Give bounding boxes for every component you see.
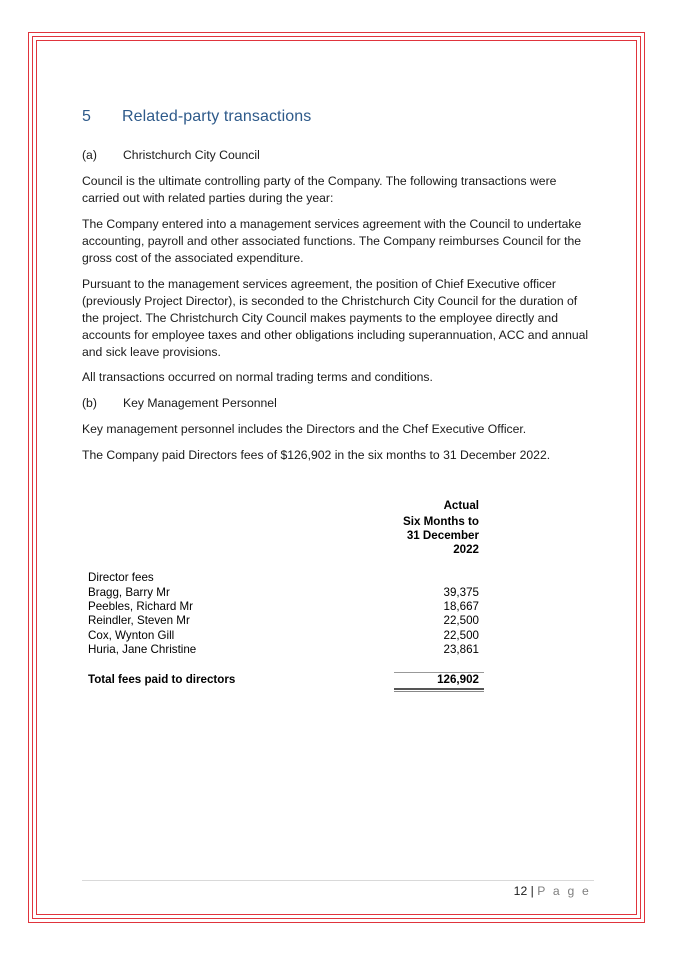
total-rule-double-second bbox=[394, 691, 484, 692]
table-row bbox=[88, 628, 479, 643]
director-fee: 18,667 bbox=[443, 600, 479, 613]
section-number: 5 bbox=[82, 108, 91, 125]
table-row bbox=[88, 585, 479, 600]
page-word: P a g e bbox=[537, 884, 591, 898]
page-separator: | bbox=[530, 884, 534, 898]
director-fee: 23,861 bbox=[443, 643, 479, 656]
director-fee: 39,375 bbox=[443, 586, 479, 599]
director-fee: 22,500 bbox=[443, 629, 479, 642]
total-label: Total fees paid to directors bbox=[88, 673, 236, 686]
director-name: Huria, Jane Christine bbox=[88, 643, 197, 656]
column-header-line: Six Months to bbox=[403, 515, 479, 528]
director-name: Peebles, Richard Mr bbox=[88, 600, 194, 613]
director-name: Bragg, Barry Mr bbox=[88, 586, 170, 599]
section-title: Related-party transactions bbox=[122, 108, 312, 125]
subheading-a-title: Christchurch City Council bbox=[123, 148, 260, 162]
subheading-b-title: Key Management Personnel bbox=[123, 396, 277, 410]
director-fee: 22,500 bbox=[443, 614, 479, 627]
subheading-b-label: (b) bbox=[82, 396, 97, 410]
page-number: 12 bbox=[513, 884, 528, 898]
table-row bbox=[88, 599, 479, 614]
section-label-text: Director fees bbox=[88, 571, 154, 584]
paragraph: Council is the ultimate controlling party of the Company. The following transactions were carried out with related parties during the year: bbox=[82, 174, 557, 205]
column-header-line: 31 December bbox=[406, 529, 479, 542]
footer-rule bbox=[82, 880, 594, 881]
table-row bbox=[88, 642, 479, 657]
paragraph: Pursuant to the management services agreement, the position of Chief Executive officer (previously Project Director), is seconded to the Christchurch City Council for the duration of the project. The Christchurch City Council makes payments to the employee directly and accounts for employee taxes and other obligations including superannuation, ACC and annual and sick leave provisions. bbox=[82, 277, 589, 359]
table-section-label bbox=[88, 570, 479, 585]
subheading-b bbox=[82, 396, 277, 410]
page-border-inner bbox=[36, 40, 637, 915]
page-footer bbox=[514, 884, 591, 898]
subheading-a bbox=[82, 148, 260, 162]
subheading-a-label: (a) bbox=[82, 148, 97, 162]
paragraph: Key management personnel includes the Directors and the Chef Executive Officer. bbox=[82, 422, 527, 436]
paragraph: The Company entered into a management services agreement with the Council to undertake accounting, payroll and other associated functions. The Company reimburses Council for the gross cost of the associated expenditure. bbox=[82, 217, 582, 265]
director-name: Reindler, Steven Mr bbox=[88, 614, 190, 627]
section-heading bbox=[82, 108, 311, 126]
total-value: 126,902 bbox=[437, 673, 479, 686]
column-header-line: Actual bbox=[443, 499, 479, 512]
total-row bbox=[88, 672, 479, 687]
table-row bbox=[88, 613, 479, 628]
column-header-line: 2022 bbox=[453, 543, 479, 556]
paragraph: The Company paid Directors fees of $126,902 in the six months to 31 December 2022. bbox=[82, 448, 551, 462]
paragraph: All transactions occurred on normal trading terms and conditions. bbox=[82, 370, 433, 384]
total-rule-double bbox=[394, 688, 484, 690]
director-name: Cox, Wynton Gill bbox=[88, 629, 175, 642]
